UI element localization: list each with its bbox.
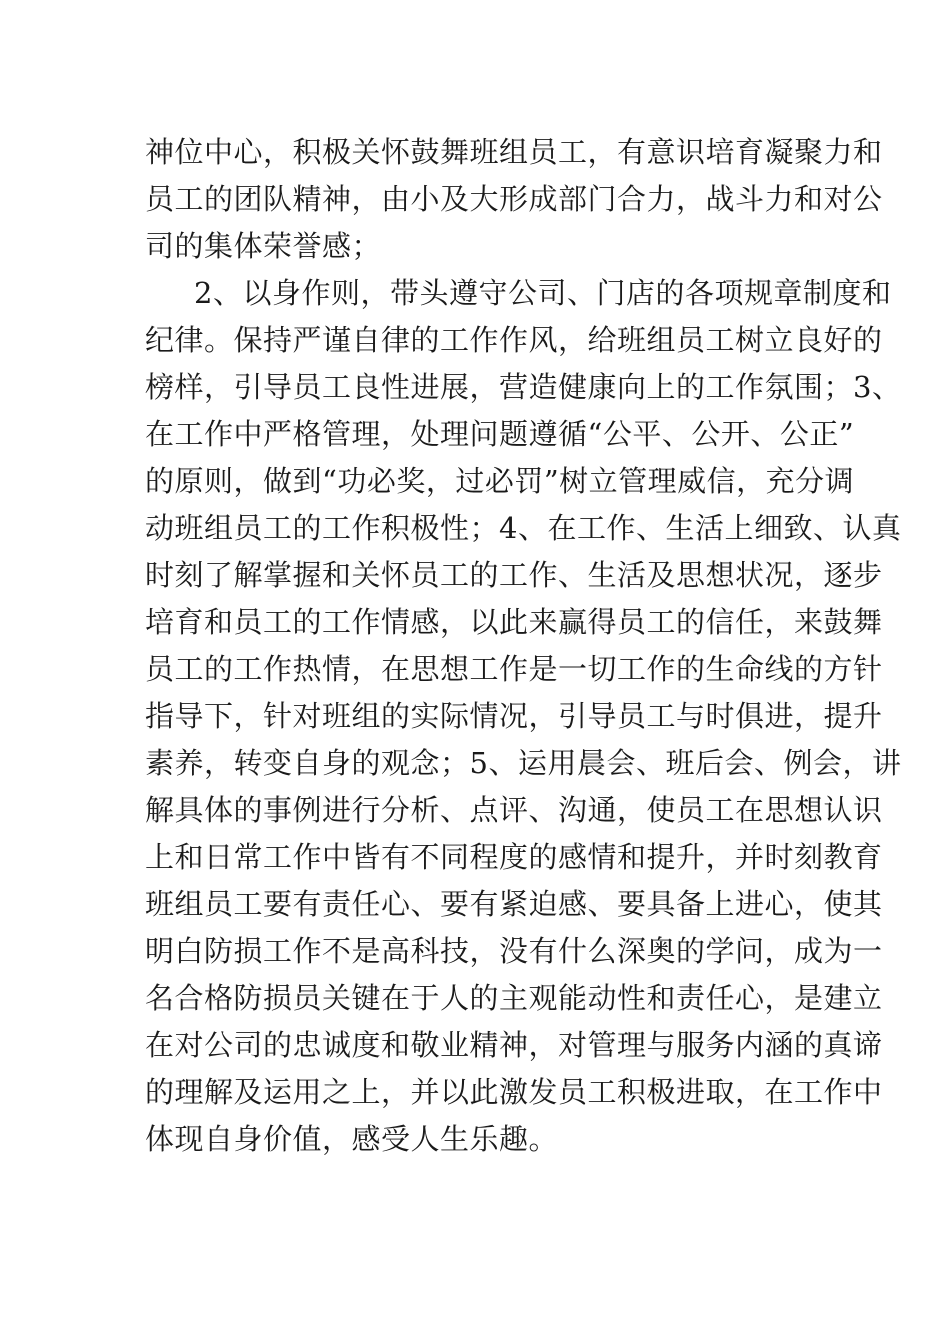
text-line: 榜样，引导员工良性进展，营造健康向上的工作氛围；3、 (145, 370, 902, 404)
text-line: 的原则，做到“功必奖，过必罚”树立管理威信，充分调 (145, 464, 855, 498)
text-line: 在工作中严格管理，处理问题遵循“公平、公开、公正” (145, 417, 855, 451)
text-line: 上和日常工作中皆有不同程度的感情和提升，并时刻教育 (145, 840, 883, 874)
text-line: 解具体的事例进行分析、点评、沟通，使员工在思想认识 (145, 793, 883, 827)
text-line: 班组员工要有责任心、要有紧迫感、要具备上进心，使其 (145, 887, 883, 921)
text-line: 员工的团队精神，由小及大形成部门合力，战斗力和对公 (145, 182, 883, 216)
text-line: 司的集体荣誉感； (145, 229, 382, 263)
text-line: 指导下，针对班组的实际情况，引导员工与时俱进，提升 (145, 699, 883, 733)
text-line: 名合格防损员关键在于人的主观能动性和责任心，是建立 (145, 981, 883, 1015)
text-line: 神位中心，积极关怀鼓舞班组员工，有意识培育凝聚力和 (145, 135, 883, 169)
text-line: 明白防损工作不是高科技，没有什么深奥的学问，成为一 (145, 934, 883, 968)
text-line: 的理解及运用之上，并以此激发员工积极进取，在工作中 (145, 1075, 883, 1109)
text-line: 培育和员工的工作情感，以此来赢得员工的信任，来鼓舞 (145, 605, 883, 639)
text-line: 时刻了解掌握和关怀员工的工作、生活及思想状况，逐步 (145, 558, 883, 592)
text-line: 2、以身作则，带头遵守公司、门店的各项规章制度和 (194, 276, 892, 310)
text-line: 素养，转变自身的观念；5、运用晨会、班后会、例会，讲 (145, 746, 902, 780)
text-line: 纪律。保持严谨自律的工作作风，给班组员工树立良好的 (145, 323, 883, 357)
text-line: 在对公司的忠诚度和敬业精神，对管理与服务内涵的真谛 (145, 1028, 883, 1062)
body-text (145, 129, 902, 1163)
text-line: 员工的工作热情，在思想工作是一切工作的生命线的方针 (145, 652, 883, 686)
text-line: 动班组员工的工作积极性；4、在工作、生活上细致、认真 (145, 511, 902, 545)
text-line: 体现自身价值，感受人生乐趣。 (145, 1122, 559, 1156)
